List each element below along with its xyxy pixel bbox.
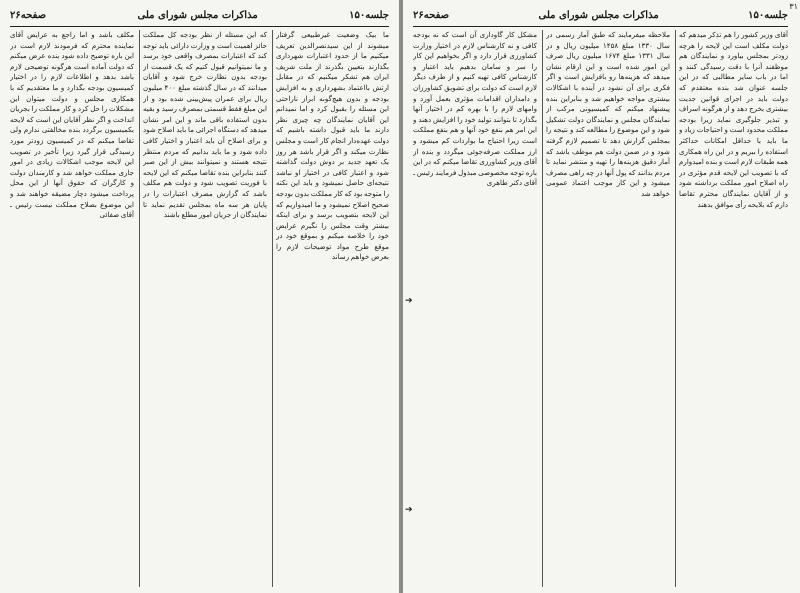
arrow-marker-icon: ➔ [405, 505, 413, 515]
left-page-title: مذاکرات مجلس شورای ملی [137, 9, 258, 21]
arrow-marker-icon: ➔ [405, 296, 413, 306]
left-page [0, 0, 399, 593]
right-column-2 [546, 30, 670, 587]
column-divider [675, 30, 676, 587]
column-divider [272, 30, 273, 587]
right-column-3 [413, 30, 537, 587]
left-column-3-text: مکلف باشد و اما راجع به عرایض آقای نماینده محترم که فرمودند لازم است در این باره توضیح داده شود بنده عرض میکنم که دولت آماده است هرگونه توضیحی لازم باشد بدهد و اطلاعات لازم را در اختیار کمیسیون بودجه بگذارد و ما معتقدیم که با همکاری مجلس و دولت میتوان این مشکلات را حل کرد و کار مملکت را بجریان انداخت و اگر نظر آقایان این است که لایحه بکمیسیون برگردد بنده مخالفتی ندارم ولی تقاضا میکنم که در کمیسیون زودتر مورد رسیدگی قرار گیرد زیرا تأخیر در تصویب این لایحه موجب اشکالات زیادی در امور جاری مملکت خواهد شد و کارمندان دولت و کارگران که حقوق آنها از این محل پرداخت میشود دچار مضیقه خواهند شد و این موضوع بصلاح مملکت نیست رئیس ـ آقای صفائی [10, 30, 134, 220]
left-page-session: جلسه۱۵۰ [349, 9, 389, 21]
left-page-label: صفحه۲۶ [10, 9, 47, 21]
right-column-1 [679, 30, 788, 587]
right-page-title: مذاکرات مجلس شورای ملی [538, 9, 659, 21]
right-page-label: صفحه۲۶ [413, 9, 450, 21]
right-column-1-text: آقای وزیر کشور را هم تذکر میدهم که دولت مکلف است این لایحه را هرچه زودتر بمجلس بیاورد و نمایندگان هم موظفند آنرا با دقت رسیدگی کنند و اما در باب سایر مطالبی که در این جلسه عنوان شد بنده معتقدم که دولت باید در اجرای قوانین جدیت بیشتری بخرج دهد و از هرگونه اسراف و تبذیر جلوگیری نماید زیرا بودجه مملکت محدود است و احتیاجات زیاد و ما باید با حداقل امکانات حداکثر استفاده را ببریم و در این راه همکاری همه طبقات لازم است و بنده امیدوارم که با تصویب این لایحه قدم مؤثری در راه اصلاح امور مملکت برداشته شود و از آقایان نمایندگان محترم تقاضا دارم که بلایحه رأی موافق بدهند [679, 30, 788, 209]
left-page-header [10, 6, 389, 24]
page-number: ۳۱ [789, 2, 798, 11]
left-column-3 [10, 30, 134, 587]
right-column-3-text: مشکل کار گاوداری آن است که نه بودجه کافی و نه کارشناس لازم در اختیار وزارت کشاورزی قرار دارد و اگر بخواهیم این کار را سر و سامان بدهیم باید اعتبار و کارشناس کافی تهیه کنیم و از طرف دیگر لازم است که دولت برای تشویق کشاورزان و دامداران اقدامات مؤثری بعمل آورد و وامهای لازم را با بهره کم در اختیار آنها بگذارد تا بتوانند تولید خود را افزایش دهند و این امر هم بنفع خود آنها و هم بنفع مملکت است زیرا احتیاج ما بواردات کم میشود و ارز مملکت صرفه‌جوئی میگردد و بنده از آقای وزیر کشاورزی تقاضا میکنم که در این باره توجه مخصوصی مبذول فرمایند رئیس ـ آقای دکتر طاهری [413, 30, 537, 188]
left-column-2 [143, 30, 267, 587]
column-divider [139, 30, 140, 587]
left-column-1-text: ما بیک وضعیت غیرطبیعی گرفتار میشوند از این سیدنصرالدین تعریف میکنیم ما از حدود اعتبارات شهرداری بگذارند بتعیین بگذرند از ملت شریف ایران هم تشکر میکنیم که در مقابل ارتش بااعتماد بشهرداری و به افزایش بودجه و بدون هیچ‌گونه ابراز ناراحتی این مسئله را بقبول کرد و اما نمیدانم این آقایان نمایندگان چه چیزی نظر دارند ما باید قبول داشته باشیم که دولت عهده‌دار انجام کار است و مجلس نظارت میکند و اگر قرار باشد هر روز یک تعهد جدید بر دوش دولت گذاشته شود و اعتبار کافی در اختیار او نباشد نتیجه‌ای حاصل نمیشود و باید این نکته را متوجه بود که کار مملکت بدون بودجه صحیح اصلاح نمیشود و ما امیدواریم که این لایحه بتصویب برسد و برای اینکه بیشتر وقت مجلس را نگیرم عرایض خود را خلاصه میکنم و بموقع خود در موقع طرح مواد توضیحات لازم را بعرض خواهم رساند [276, 30, 389, 262]
right-page-session: جلسه۱۵۰ [748, 9, 788, 21]
right-column-2-text: ملاحظه میفرمایند که طبق آمار رسمی در سال ۱۳۳۰ مبلغ ۱۴۵۸ میلیون ریال و در سال ۱۳۳۱ مبلغ ۱۶۷۴ میلیون ریال صرف این امور شده است و این ارقام نشان میدهد که هزینه‌ها رو بافزایش است و اگر فکری برای آن نشود در آینده با اشکالات بیشتری مواجه خواهیم شد و بنابراین بنده پیشنهاد میکنم که کمیسیونی مرکب از نمایندگان مجلس و نمایندگان دولت تشکیل شود و این موضوع را مطالعه کند و نتیجه را بمجلس گزارش دهد تا تصمیم لازم گرفته شود و در ضمن دولت هم موظف باشد که آمار دقیق هزینه‌ها را تهیه و منتشر نماید تا مردم بدانند که پول آنها در چه راهی مصرف میشود و این کار موجب اعتماد عمومی خواهد شد [546, 30, 670, 198]
left-header-rule [10, 26, 389, 27]
column-divider [542, 30, 543, 587]
right-page [403, 0, 800, 593]
left-column-1 [276, 30, 389, 587]
left-column-2-text: که این مسئله از نظر بودجه کل مملکت حائز اهمیت است و وزارت دارائی باید توجه کند که اعتبارات بمصرف واقعی خود برسد و ما نمیتوانیم قبول کنیم که یک قسمت از بودجه بدون نظارت خرج شود و آقایان میدانند که در سال گذشته مبلغ ۴۰۰ میلیون ریال برای عمران پیش‌بینی شده بود و از این مبلغ فقط قسمتی بمصرف رسید و بقیه بدون استفاده باقی ماند و این امر نشان میدهد که دستگاه اجرائی ما باید اصلاح شود و برای اصلاح آن باید اعتبار و اختیار کافی داده شود و ما باید بدانیم که مردم منتظر نتیجه هستند و نمیتوانند بیش از این صبر کنند بنابراین بنده تقاضا میکنم که این لایحه با فوریت تصویب شود و دولت هم مکلف باشد که گزارش مصرف اعتبارات را در پایان هر سه ماه بمجلس تقدیم نماید تا نمایندگان از جریان امور مطلع باشند [143, 30, 267, 220]
right-header-rule [413, 26, 788, 27]
right-page-header [413, 6, 788, 24]
